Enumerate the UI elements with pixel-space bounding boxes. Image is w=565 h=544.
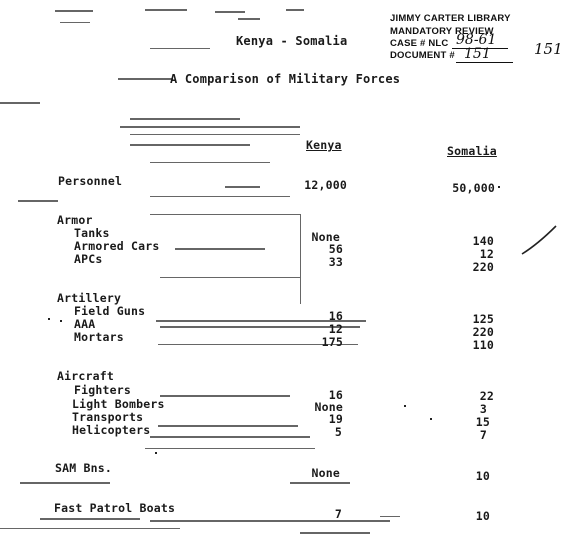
somalia-value: 140 [472, 234, 494, 248]
stamp-doc-value: 151 [456, 46, 513, 63]
margin-note: 151 [534, 40, 563, 58]
stamp-case-label: CASE # NLC [390, 38, 449, 49]
somalia-value: 7 [479, 428, 487, 442]
row-label: APCs [74, 252, 103, 266]
somalia-value: 15 [475, 415, 490, 429]
kenya-value: 12 [328, 322, 343, 336]
kenya-value: 16 [328, 388, 343, 402]
row-label: Transports [72, 410, 144, 424]
somalia-value: 12 [479, 247, 494, 261]
section-heading: SAM Bns. [55, 461, 112, 475]
row-label: Mortars [74, 330, 124, 344]
somalia-value: 125 [472, 312, 494, 326]
kenya-value: 7 [334, 507, 342, 521]
row-label: Field Guns [74, 304, 146, 318]
pen-mark [520, 222, 560, 262]
section-heading: Aircraft [57, 369, 114, 383]
section-heading: Artillery [57, 291, 122, 305]
document-subtitle: A Comparison of Military Forces [170, 72, 401, 86]
somalia-value: 10 [475, 509, 490, 523]
somalia-value: 10 [475, 469, 490, 483]
row-label: Fighters [74, 383, 131, 397]
somalia-value: 110 [472, 338, 494, 352]
row-label: Armored Cars [74, 239, 160, 253]
stamp-doc-label: DOCUMENT # [390, 50, 455, 61]
kenya-value: 175 [321, 335, 343, 349]
kenya-value: None [311, 466, 340, 480]
row-label: Light Bombers [72, 397, 165, 411]
kenya-value: 19 [328, 412, 343, 426]
somalia-value: 220 [472, 325, 494, 339]
kenya-value: 5 [334, 425, 342, 439]
stamp-line-1: JIMMY CARTER LIBRARY [390, 13, 511, 24]
section-heading: Fast Patrol Boats [54, 501, 176, 515]
document-title: Kenya - Somalia [236, 34, 348, 48]
stamp-case-value: 98-61 [452, 32, 508, 49]
kenya-value: 33 [328, 255, 343, 269]
somalia-value: 22 [479, 389, 494, 403]
column-header-kenya: Kenya [306, 138, 342, 152]
somalia-value: 220 [472, 260, 494, 274]
column-header-somalia: Somalia [447, 144, 497, 158]
somalia-value: 3 [479, 402, 487, 416]
row-label: Helicopters [72, 423, 151, 437]
row-label: Tanks [74, 226, 110, 240]
row-label: AAA [74, 317, 96, 331]
stamp-line-2: MANDATORY REVIEW [390, 26, 494, 37]
kenya-value: None [311, 230, 340, 244]
section-heading: Personnel [58, 174, 123, 188]
kenya-value: 56 [328, 242, 343, 256]
kenya-value: 12,000 [304, 178, 347, 192]
somalia-value: 50,000 [452, 181, 495, 195]
kenya-value: None [314, 400, 343, 414]
kenya-value: 16 [328, 309, 343, 323]
section-heading: Armor [57, 213, 93, 227]
